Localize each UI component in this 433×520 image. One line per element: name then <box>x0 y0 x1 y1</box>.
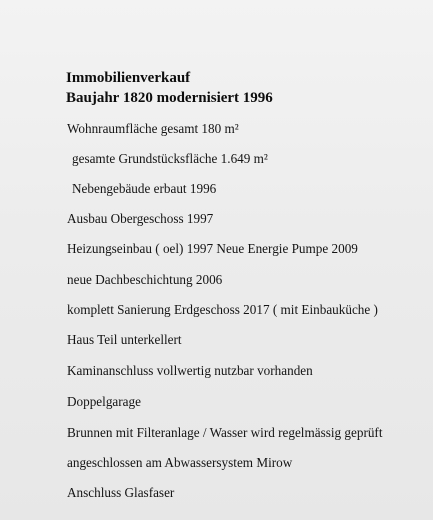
line-well: Brunnen mit Filteranlage / Wasser wird regelmässig geprüft <box>67 425 383 440</box>
line-basement: Haus Teil unterkellert <box>67 332 182 347</box>
line-fiber: Anschluss Glasfaser <box>67 485 175 500</box>
line-sewage: angeschlossen am Abwassersystem Mirow <box>67 455 293 470</box>
line-garage: Doppelgarage <box>67 394 141 409</box>
document-title: Immobilienverkauf <box>66 70 191 86</box>
line-upper-floor: Ausbau Obergeschoss 1997 <box>67 211 214 226</box>
document-subtitle: Baujahr 1820 modernisiert 1996 <box>66 90 273 106</box>
line-living-area: Wohnraumfläche gesamt 180 m² <box>67 121 239 136</box>
line-chimney: Kaminanschluss vollwertig nutzbar vorhanden <box>67 363 313 378</box>
line-ground-floor: komplett Sanierung Erdgeschoss 2017 ( mit Einbauküche ) <box>67 302 378 317</box>
line-roof: neue Dachbeschichtung 2006 <box>67 272 223 287</box>
line-outbuilding: Nebengebäude erbaut 1996 <box>72 181 217 196</box>
line-plot-area: gesamte Grundstücksfläche 1.649 m² <box>72 151 268 166</box>
line-heating: Heizungseinbau ( oel) 1997 Neue Energie Pumpe 2009 <box>67 241 358 256</box>
